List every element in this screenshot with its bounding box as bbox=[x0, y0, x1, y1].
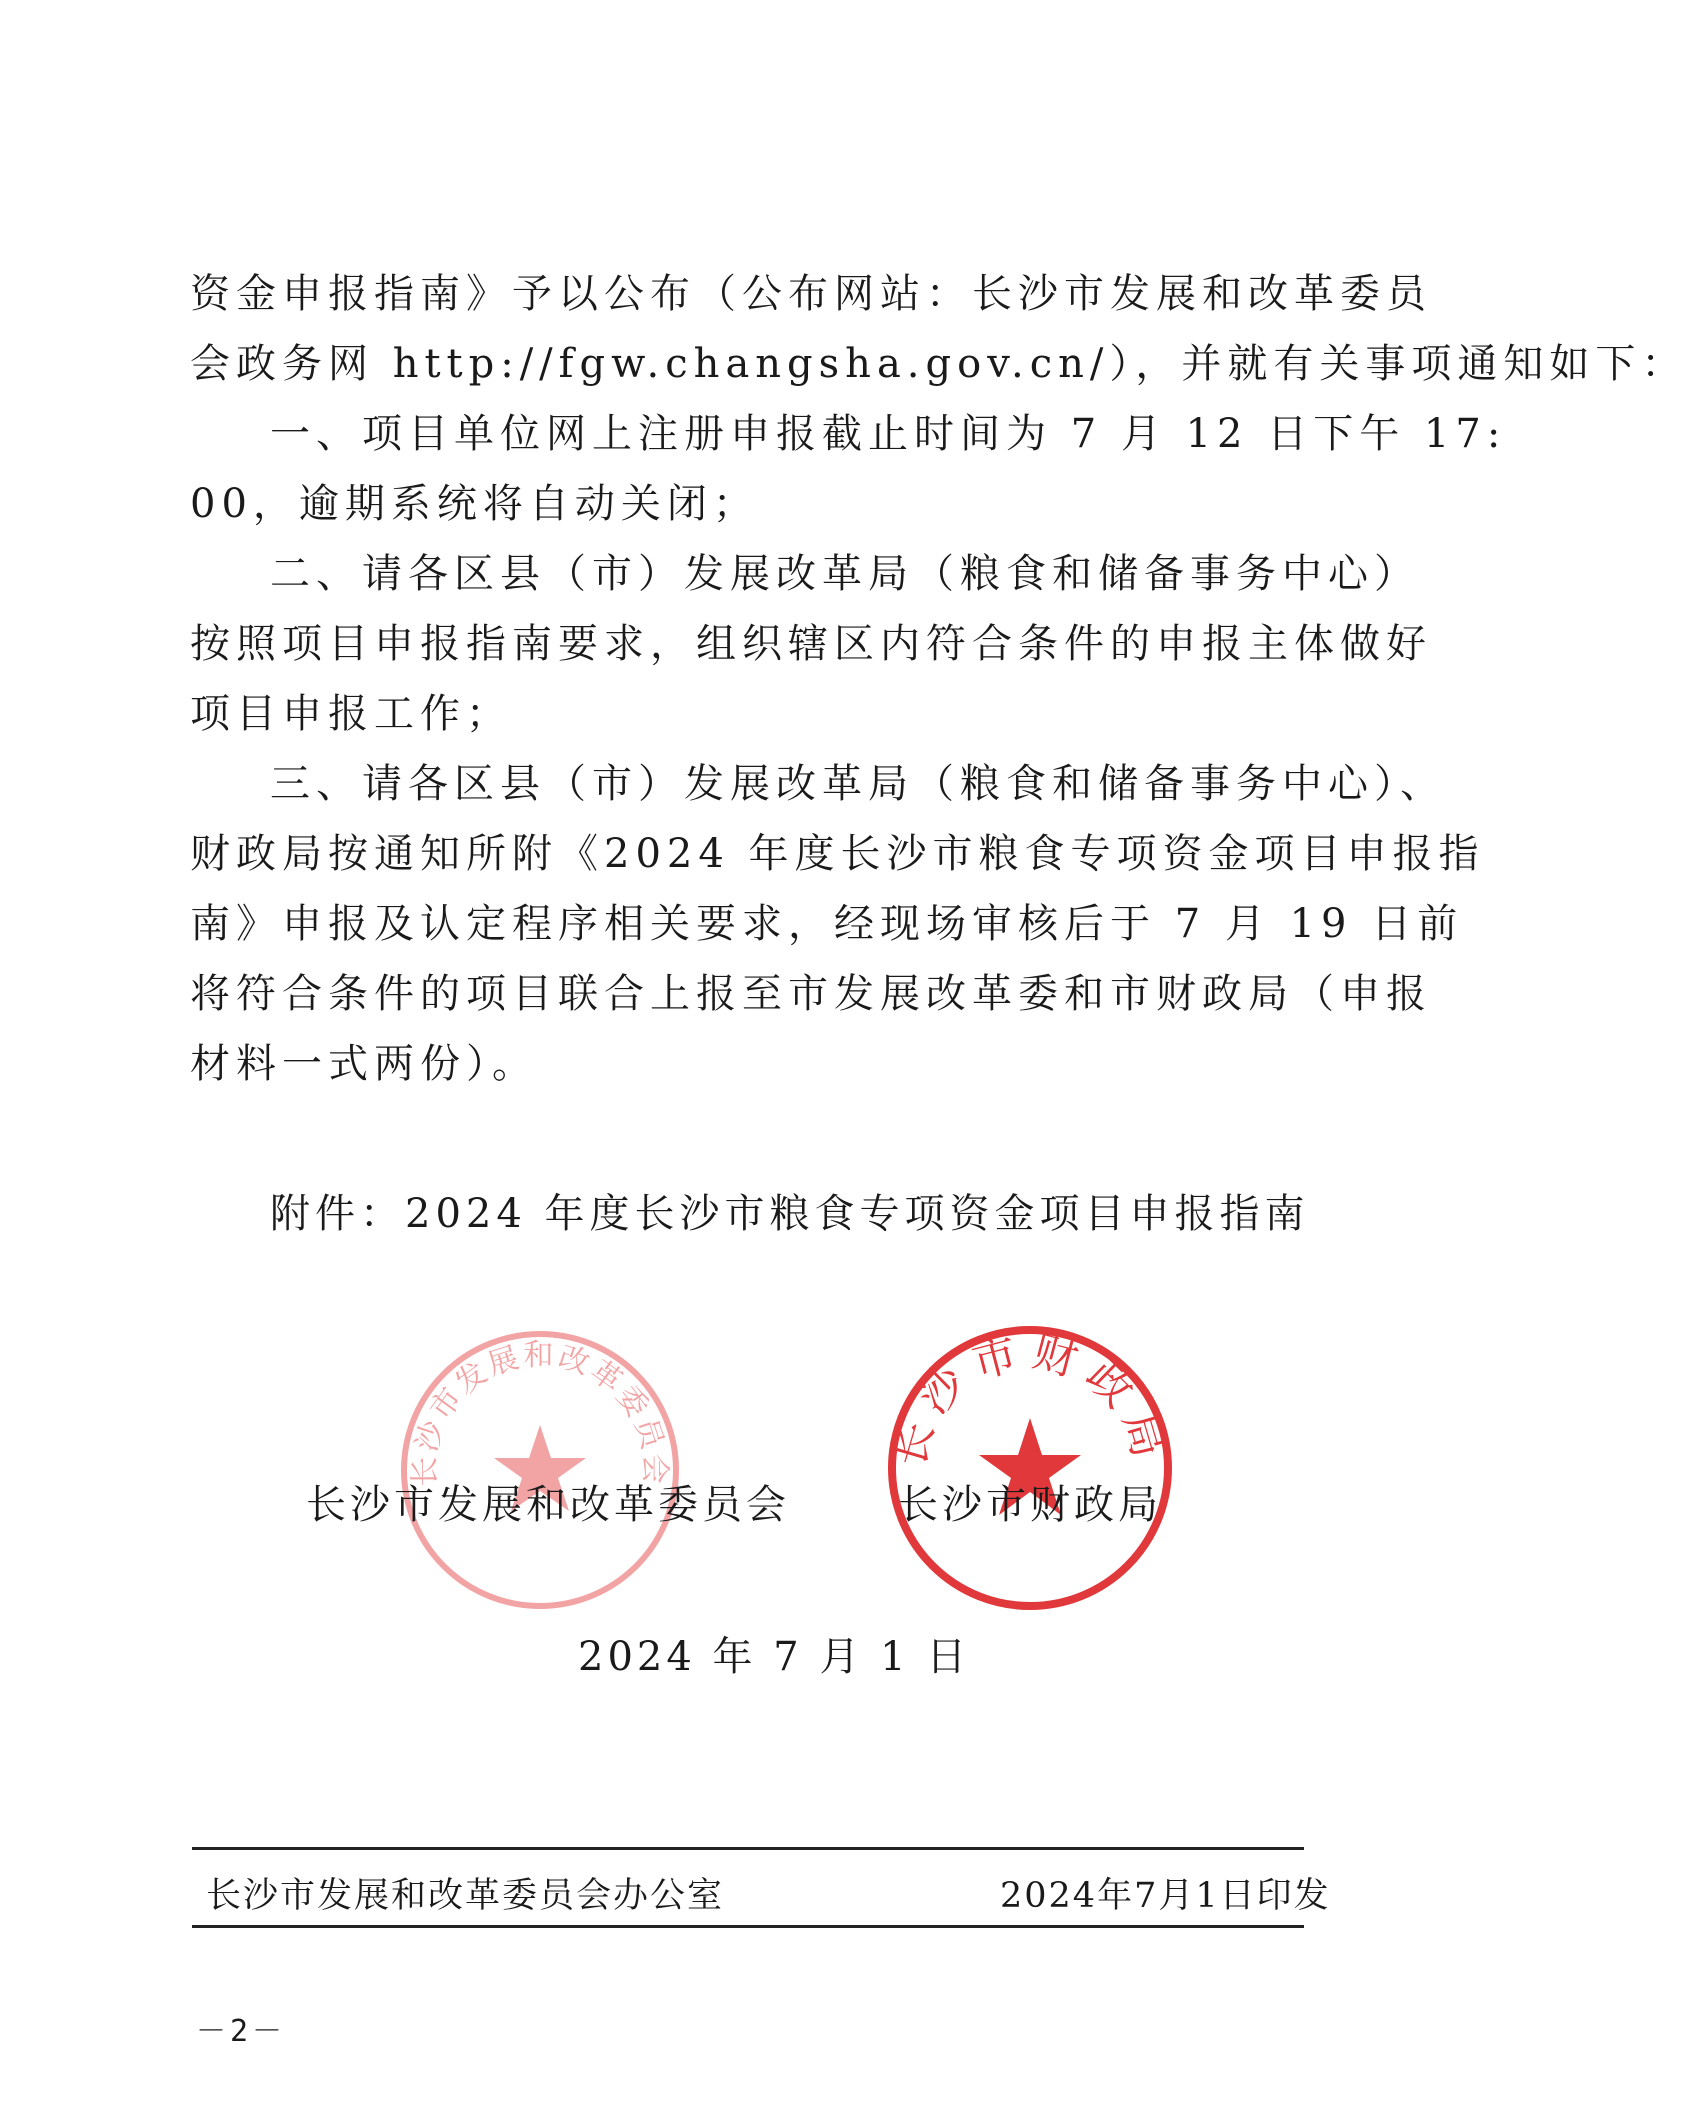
footer-office: 长沙市发展和改革委员会办公室 bbox=[206, 1876, 725, 1916]
body-line-7: 项目申报工作； bbox=[190, 691, 512, 737]
finance-bureau-seal bbox=[880, 1318, 1180, 1618]
body-line-9: 财政局按通知所附《2024 年度长沙市粮食专项资金项目申报指 bbox=[190, 831, 1485, 877]
footer-issued-date: 2024年7月1日印发 bbox=[1000, 1876, 1331, 1916]
finance-seal-text: 长沙市财政局 bbox=[883, 1325, 1177, 1473]
body-line-6: 按照项目申报指南要求，组织辖区内符合条件的申报主体做好 bbox=[190, 621, 1432, 667]
body-line-4: 00，逾期系统将自动关闭； bbox=[190, 481, 759, 527]
body-line-1: 资金申报指南》予以公布（公布网站：长沙市发展和改革委员 bbox=[190, 271, 1432, 317]
attachment-line: 附件：2024 年度长沙市粮食专项资金项目申报指南 bbox=[270, 1191, 1310, 1237]
ndrc-seal bbox=[390, 1320, 690, 1620]
body-line-3: 一、项目单位网上注册申报截止时间为 7 月 12 日下午 17: bbox=[270, 411, 1507, 457]
footer-top-rule bbox=[192, 1847, 1304, 1850]
page-number: －2－ bbox=[196, 2014, 287, 2049]
ndrc-seal-text: 长沙市发展和改革委员会 bbox=[407, 1338, 673, 1487]
body-line-10: 南》申报及认定程序相关要求，经现场审核后于 7 月 19 日前 bbox=[190, 901, 1464, 947]
body-line-12: 材料一式两份）。 bbox=[190, 1041, 538, 1087]
footer-bottom-rule bbox=[192, 1925, 1304, 1928]
body-line-2: 会政务网 http://fgw.changsha.gov.cn/），并就有关事项通知如下： bbox=[190, 341, 1687, 387]
signature-date: 2024 年 7 月 1 日 bbox=[578, 1634, 971, 1680]
body-line-11: 将符合条件的项目联合上报至市发展改革委和市财政局（申报 bbox=[190, 971, 1432, 1017]
body-line-5: 二、请各区县（市）发展改革局（粮食和储备事务中心） bbox=[270, 551, 1420, 597]
body-line-8: 三、请各区县（市）发展改革局（粮食和储备事务中心）、 bbox=[270, 761, 1446, 807]
signature-finance: 长沙市财政局 bbox=[898, 1482, 1162, 1528]
signature-ndrc: 长沙市发展和改革委员会 bbox=[306, 1482, 790, 1528]
